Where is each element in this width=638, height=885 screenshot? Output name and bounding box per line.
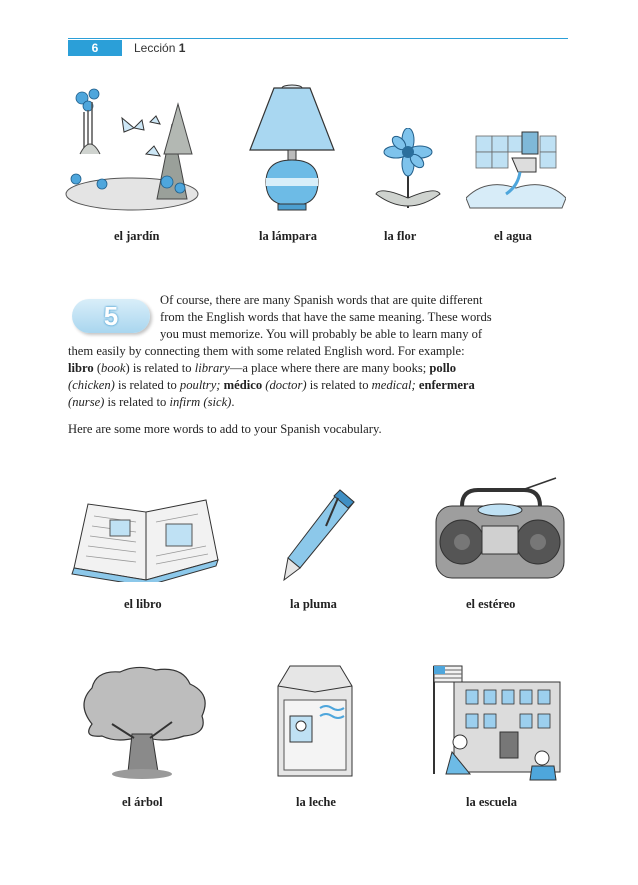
paragraph-line-5: libro (book) is related to library—a place where there are many books; pollo (68, 361, 457, 375)
milk-illustration (272, 660, 362, 782)
caption-stereo: el estéreo (466, 597, 516, 611)
word-pollo: pollo (429, 361, 457, 375)
school-illustration (426, 662, 566, 782)
paragraph-line-6 (68, 377, 568, 394)
tree-illustration (72, 664, 216, 782)
caption-tree: el árbol (122, 795, 163, 809)
book-illustration (70, 496, 220, 582)
word-book: book (101, 361, 126, 375)
related-text: is related to (118, 378, 177, 392)
water-illustration (466, 128, 566, 212)
caption-school: la escuela (466, 795, 518, 809)
caption-garden: el jardín (114, 229, 160, 243)
word-infirm: infirm (sick) (169, 395, 232, 409)
word-doctor: (doctor) (265, 378, 307, 392)
related-text: is related to (107, 395, 167, 409)
caption-lamp: la lámpara (259, 229, 317, 243)
related-text: is related to (309, 378, 369, 392)
paragraph-line-3: you must memorize. You will probably be able to learn many of (160, 327, 483, 341)
section-paragraph (68, 292, 568, 411)
garden-illustration (62, 84, 200, 212)
paragraph-line-1: Of course, there are many Spanish words that are quite different (160, 293, 483, 307)
related-text: is related to (132, 361, 192, 375)
period: . (231, 395, 235, 409)
lesson-number: 1 (178, 41, 186, 55)
word-enfermera: enfermera (418, 378, 475, 392)
header-rule (68, 38, 568, 39)
caption-book: el libro (124, 597, 162, 611)
section-number: 5 (103, 301, 119, 331)
more-words-line: Here are some more words to add to your Spanish vocabulary. (68, 422, 382, 436)
word-medical: medical; (371, 378, 416, 392)
caption-flower: la flor (384, 229, 417, 243)
paragraph-line-2: from the English words that have the same meaning. These words (160, 310, 492, 324)
caption-milk: la leche (296, 795, 336, 809)
lesson-title (134, 40, 185, 56)
page-header (68, 38, 568, 56)
stereo-illustration (432, 476, 568, 584)
word-libro: libro (68, 361, 94, 375)
lesson-label: Lección (134, 41, 176, 55)
word-nurse: (nurse) (68, 395, 105, 409)
word-library: library (194, 361, 230, 375)
paragraph-line-4: them easily by connecting them with some related English word. For example: (68, 344, 465, 358)
pen-illustration (280, 484, 360, 584)
caption-water: el agua (494, 229, 532, 243)
paragraph-line-7 (68, 394, 568, 411)
word-medico: médico (223, 378, 263, 392)
word-chicken: (chicken) (68, 378, 115, 392)
page-number: 6 (68, 40, 122, 56)
library-explanation: —a place where there are many books; (229, 361, 427, 375)
flower-illustration (370, 128, 446, 212)
lamp-illustration (244, 82, 340, 212)
word-poultry: poultry; (179, 378, 221, 392)
caption-pen: la pluma (290, 597, 337, 611)
